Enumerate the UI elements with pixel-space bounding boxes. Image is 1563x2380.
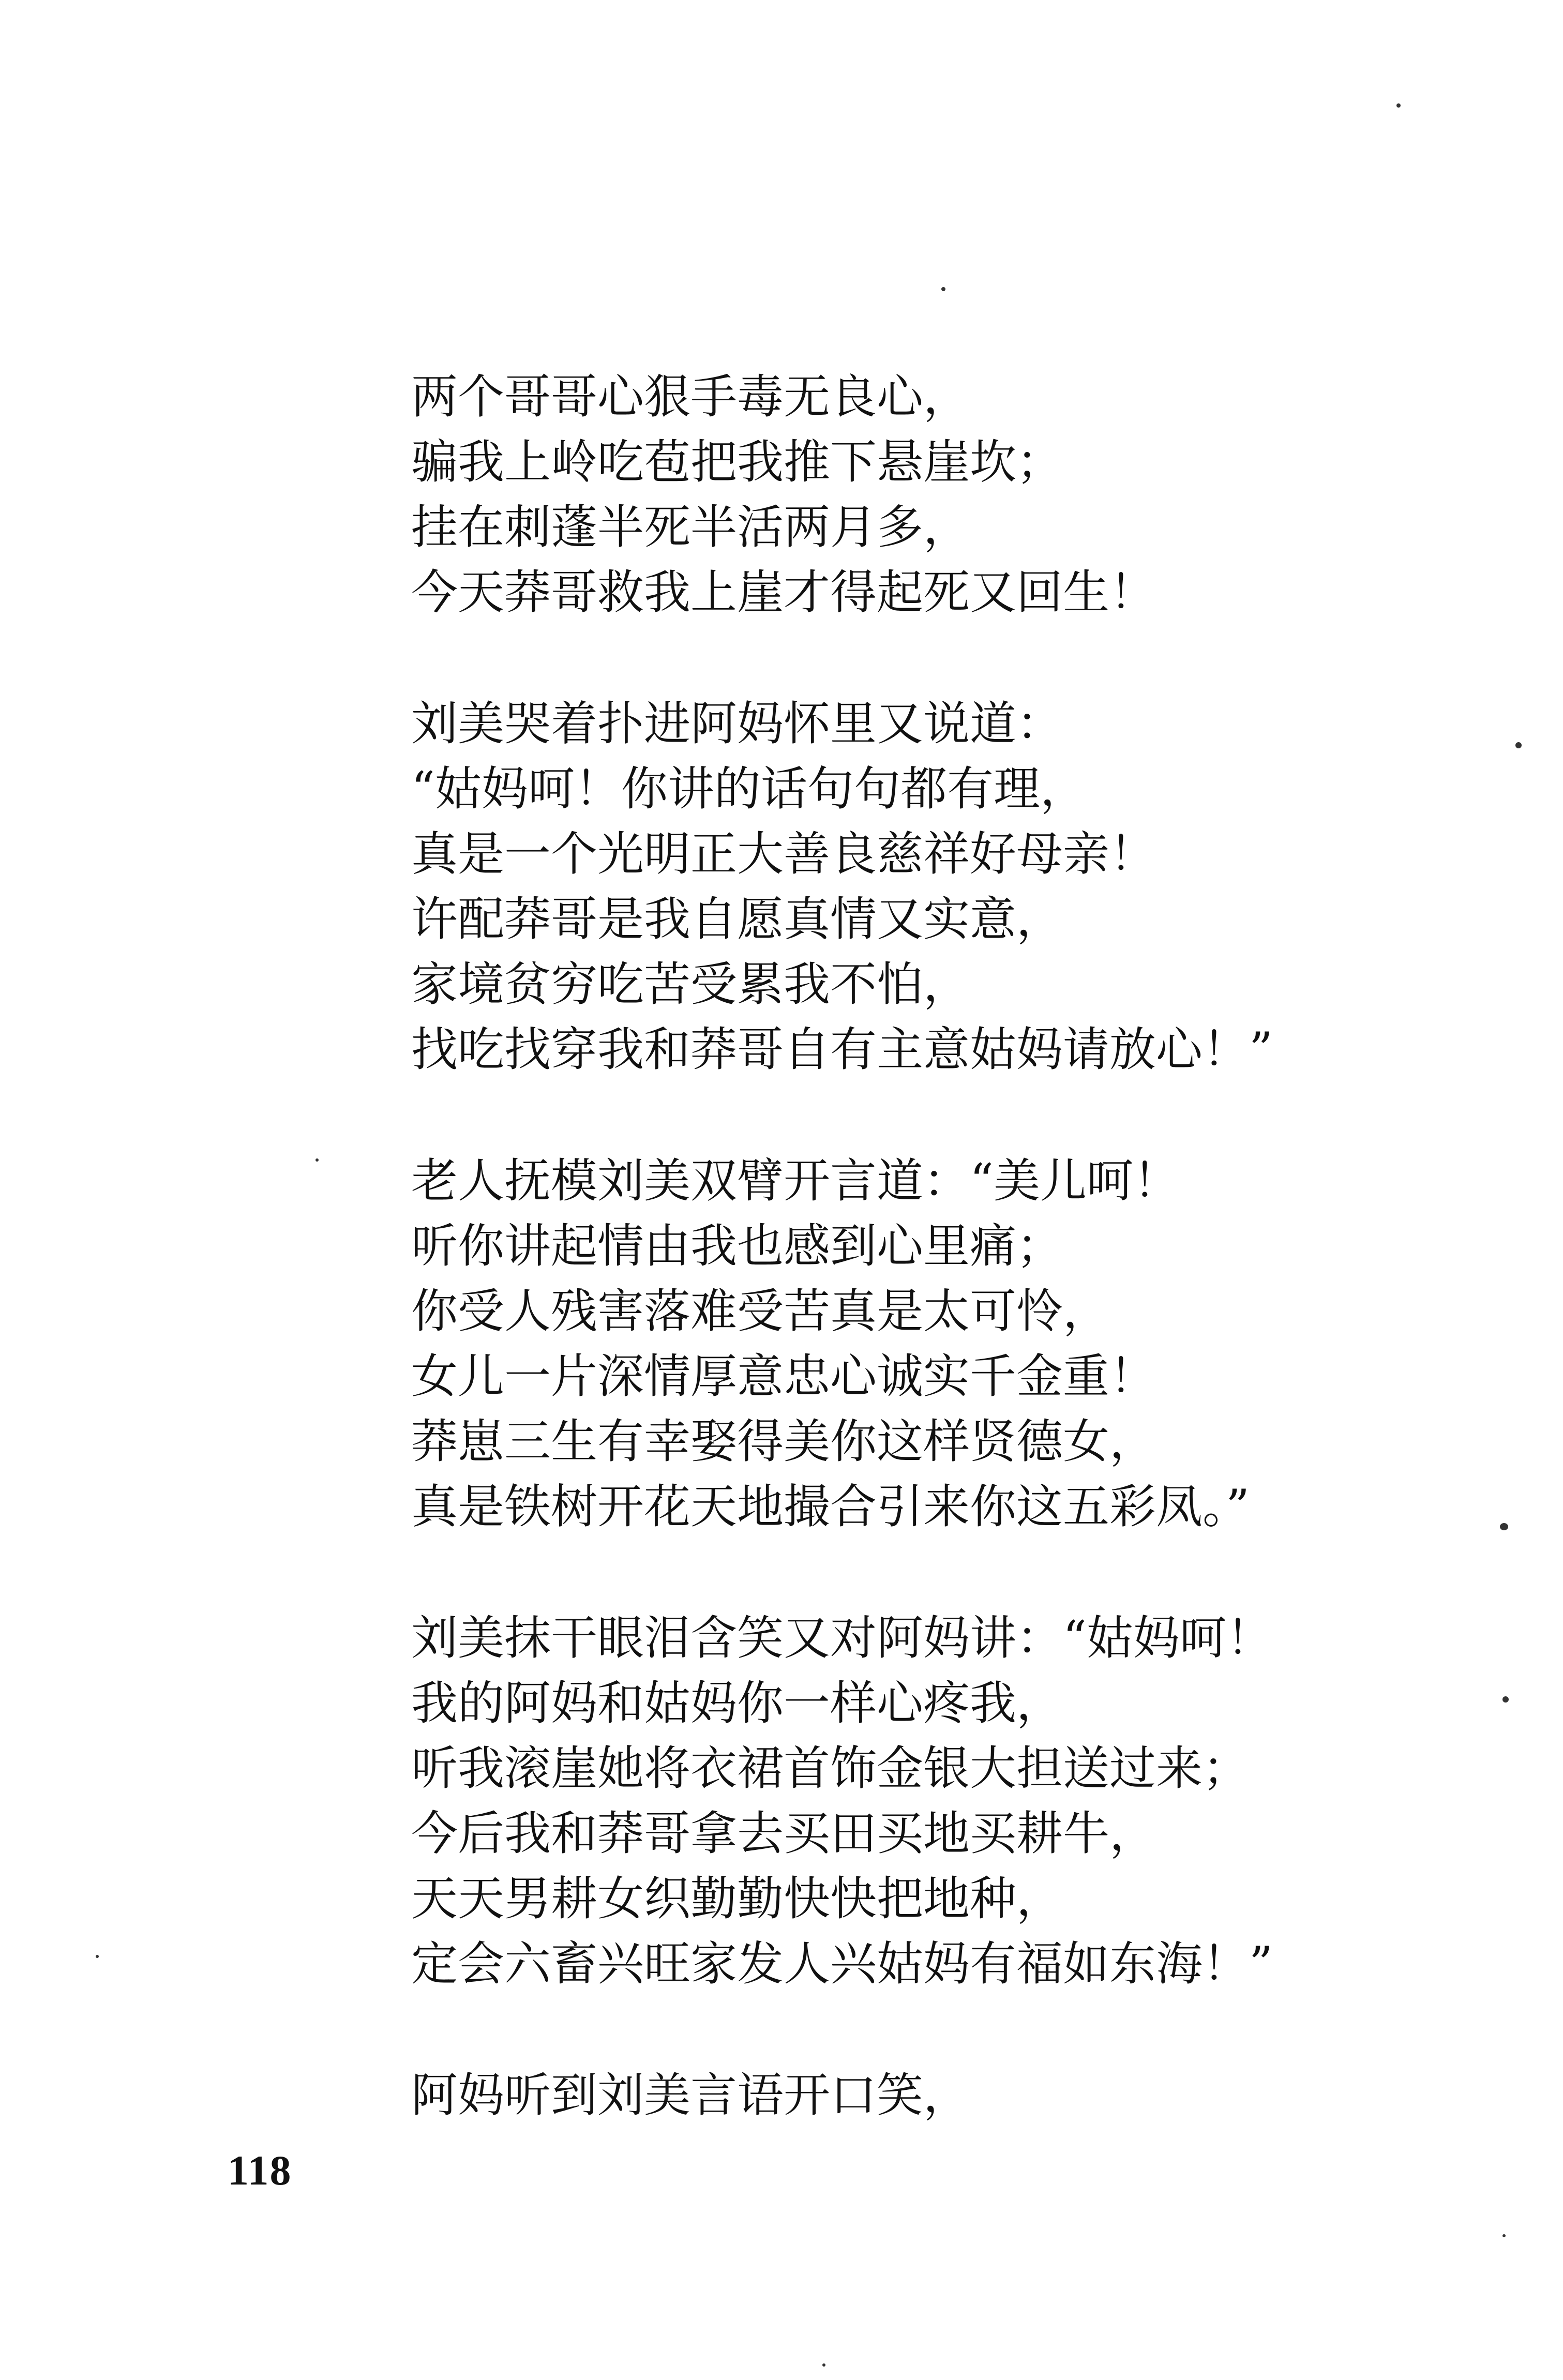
- poem-line: 女儿一片深情厚意忠心诚实千金重！: [411, 1349, 1156, 1404]
- stanza-3: [411, 1149, 1290, 1540]
- poem-line: 真是一个光明正大善良慈祥好母亲！: [411, 827, 1156, 881]
- poem-line: 刘美哭着扑进阿妈怀里又说道：: [411, 697, 1063, 751]
- poem-line: 老人抚模刘美双臂开言道：“美儿呵！: [411, 1154, 1180, 1208]
- scan-speck: [822, 2363, 825, 2367]
- page-number: 118: [228, 2147, 292, 2194]
- scan-speck: [941, 287, 945, 291]
- scan-speck: [315, 1158, 319, 1162]
- poem-line: 听你讲起情由我也感到心里痛；: [411, 1219, 1063, 1273]
- poem-line: 今天莽哥救我上崖才得起死又回生！: [411, 565, 1156, 620]
- scan-speck: [1502, 2234, 1506, 2237]
- poem-line: “姑妈呵！你讲的话句句都有理，: [411, 762, 1087, 816]
- poem-line: 挂在刺蓬半死半活两月多，: [411, 500, 970, 554]
- poem-line: 阿妈听到刘美言语开口笑，: [411, 2068, 970, 2122]
- scan-speck: [1396, 103, 1401, 108]
- poem-body: [411, 365, 1290, 2194]
- poem-line: 今后我和莽哥拿去买田买地买耕牛，: [411, 1806, 1156, 1861]
- stanza-4: [411, 1606, 1290, 1997]
- poem-line: 找吃找穿我和莽哥自有主意姑妈请放心！”: [411, 1022, 1273, 1077]
- stanza-5: [411, 2063, 1290, 2128]
- scan-speck: [1515, 742, 1522, 748]
- scan-speck: [1500, 1523, 1508, 1530]
- poem-line: 真是铁树开花天地撮合引来你这五彩凤。”: [411, 1480, 1250, 1534]
- poem-line: 刘美抹干眼泪含笑又对阿妈讲：“姑妈呵！: [411, 1611, 1273, 1665]
- poem-line: 莽崽三生有幸娶得美你这样贤德女，: [411, 1414, 1156, 1469]
- scan-speck: [96, 1955, 99, 1958]
- poem-line: 你受人残害落难受苦真是太可怜，: [411, 1284, 1109, 1338]
- stanza-1: [411, 365, 1290, 625]
- poem-line: 两个哥哥心狠手毒无良心，: [411, 370, 970, 424]
- scan-speck: [1502, 1696, 1509, 1703]
- poem-line: 骗我上岭吃苞把我推下悬崖坎；: [411, 435, 1063, 489]
- poem-line: 天天男耕女织勤勤快快把地种，: [411, 1872, 1063, 1926]
- poem-line: 定会六畜兴旺家发人兴姑妈有福如东海！”: [411, 1937, 1273, 1991]
- poem-line: 许配莽哥是我自愿真情又实意，: [411, 892, 1063, 946]
- poem-line: 我的阿妈和姑妈你一样心疼我，: [411, 1676, 1063, 1730]
- poem-line: 听我滚崖她将衣裙首饰金银大担送过来；: [411, 1741, 1249, 1796]
- stanza-2: [411, 691, 1290, 1082]
- poem-line: 家境贫穷吃苦受累我不怕，: [411, 957, 970, 1012]
